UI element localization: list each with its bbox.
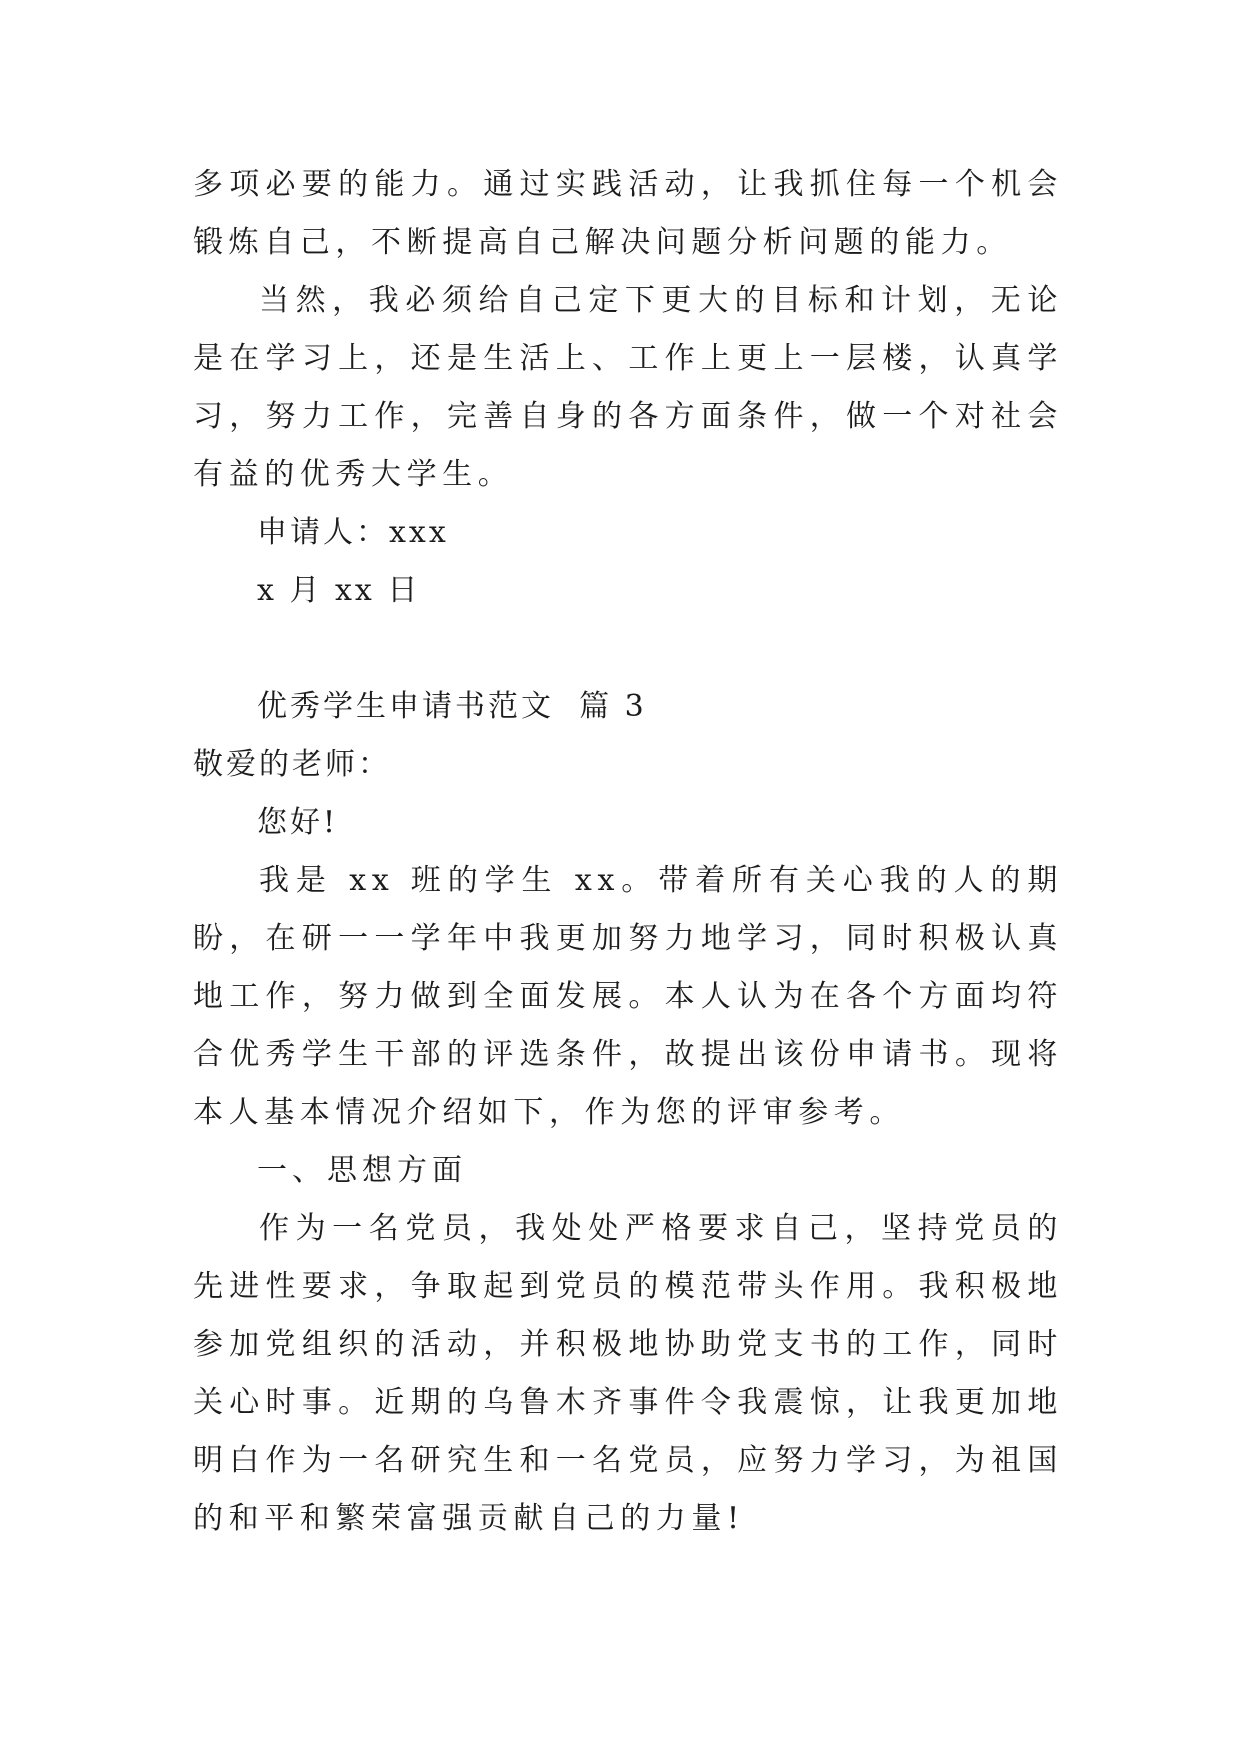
- document-body: [193, 156, 1063, 1548]
- salutation: 敬爱的老师：: [193, 747, 391, 782]
- greeting: 您好!: [257, 805, 339, 840]
- heading-thought: 一、思想方面: [257, 1153, 467, 1188]
- paragraph-intro: 我是 xx 班的学生 xx。带着所有关心我的人的期盼，在研一一学年中我更加努力地学习，同时积极认真地工作，努力做到全面发展。本人认为在各个方面均符合优秀学生干部的评选条件，故提出该份申请书。现将本人基本情况介绍如下，作为您的评审参考。: [193, 863, 1063, 1130]
- section-title: 优秀学生申请书范文 篇 3: [257, 689, 647, 724]
- paragraph-goals: 当然，我必须给自己定下更大的目标和计划，无论是在学习上，还是生活上、工作上更上一层楼，认真学习，努力工作，完善自身的各方面条件，做一个对社会有益的优秀大学生。: [193, 283, 1063, 492]
- signature-date: x 月 xx 日: [257, 573, 421, 608]
- applicant-signature: 申请人：xxx: [257, 515, 449, 550]
- paragraph-thought: 作为一名党员，我处处严格要求自己，坚持党员的先进性要求，争取起到党员的模范带头作用。我积极地参加党组织的活动，并积极地协助党支书的工作，同时关心时事。近期的乌鲁木齐事件令我震惊，让我更加地明白作为一名研究生和一名党员，应努力学习，为祖国的和平和繁荣富强贡献自己的力量!: [193, 1211, 1063, 1536]
- section-spacer: [193, 620, 1063, 678]
- paragraph-continuation: 多项必要的能力。通过实践活动，让我抓住每一个机会锻炼自己，不断提高自己解决问题分析问题的能力。: [193, 167, 1063, 260]
